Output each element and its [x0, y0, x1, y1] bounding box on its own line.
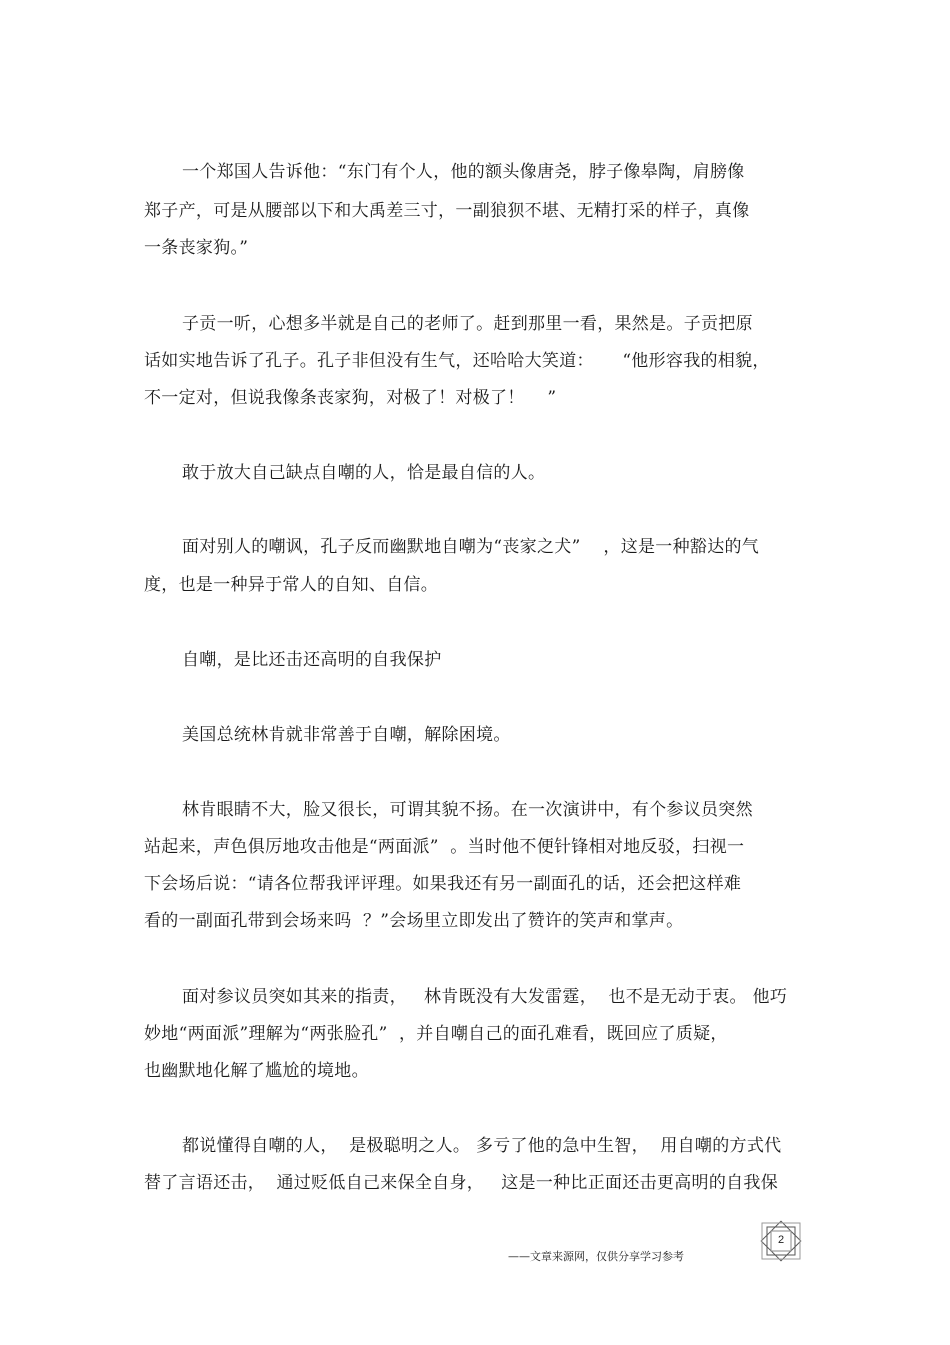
text-line: 度，也是一种异于常人的自知、自信。	[144, 575, 439, 595]
page-number-badge	[757, 1219, 805, 1263]
text-line: 面对别人的嘲讽，孔子反而幽默地自嘲为“丧家之犬” ，这是一种豁达的气	[182, 537, 760, 557]
text-line: 郑子产，可是从腰部以下和大禹差三寸，一副狼狈不堪、无精打采的样子，真像	[144, 201, 750, 221]
footer-source-note: ——文章来源网，仅供分享学习参考	[508, 1250, 684, 1263]
text-line: 不一定对，但说我像条丧家狗，对极了！对极了！ ”	[144, 388, 557, 408]
text-line: 一条丧家狗。”	[144, 238, 249, 258]
text-line: 替了言语还击， 通过贬低自己来保全自身， 这是一种比正面还击更高明的自我保	[144, 1173, 779, 1193]
page-number: 2	[777, 1234, 785, 1246]
text-line: 面对参议员突如其来的指责， 林肯既没有大发雷霆， 也不是无动于衷。 他巧	[182, 987, 788, 1007]
text-line: 下会场后说：“请各位帮我评评理。如果我还有另一副面孔的话，还会把这样难	[144, 874, 742, 894]
text-line: 看的一副面孔带到会场来吗 ？”会场里立即发出了赞许的笑声和掌声。	[144, 911, 684, 931]
text-line: 也幽默地化解了尴尬的境地。	[144, 1061, 369, 1081]
text-line: 都说懂得自嘲的人， 是极聪明之人。 多亏了他的急中生智， 用自嘲的方式代	[182, 1136, 782, 1156]
text-line: 站起来，声色俱厉地攻击他是“两面派” 。当时他不便针锋相对地反驳，扫视一	[144, 837, 745, 857]
text-line: 话如实地告诉了孔子。孔子非但没有生气，还哈哈大笑道： “他形容我的相貌，	[144, 351, 770, 371]
text-line: 妙地“两面派”理解为“两张脸孔” ，并自嘲自己的面孔难看，既回应了质疑，	[144, 1024, 728, 1044]
text-line: 一个郑国人告诉他：“东门有个人，他的额头像唐尧，脖子像皋陶，肩膀像	[182, 162, 745, 182]
text-line: 敢于放大自己缺点自嘲的人，恰是最自信的人。	[182, 463, 546, 483]
text-line: 子贡一听，心想多半就是自己的老师了。赶到那里一看，果然是。子贡把原	[182, 314, 753, 334]
text-line: 林肯眼睛不大，脸又很长，可谓其貌不扬。在一次演讲中，有个参议员突然	[182, 800, 753, 820]
text-line: 美国总统林肯就非常善于自嘲，解除困境。	[182, 725, 511, 745]
section-heading: 自嘲，是比还击还高明的自我保护	[182, 650, 442, 670]
